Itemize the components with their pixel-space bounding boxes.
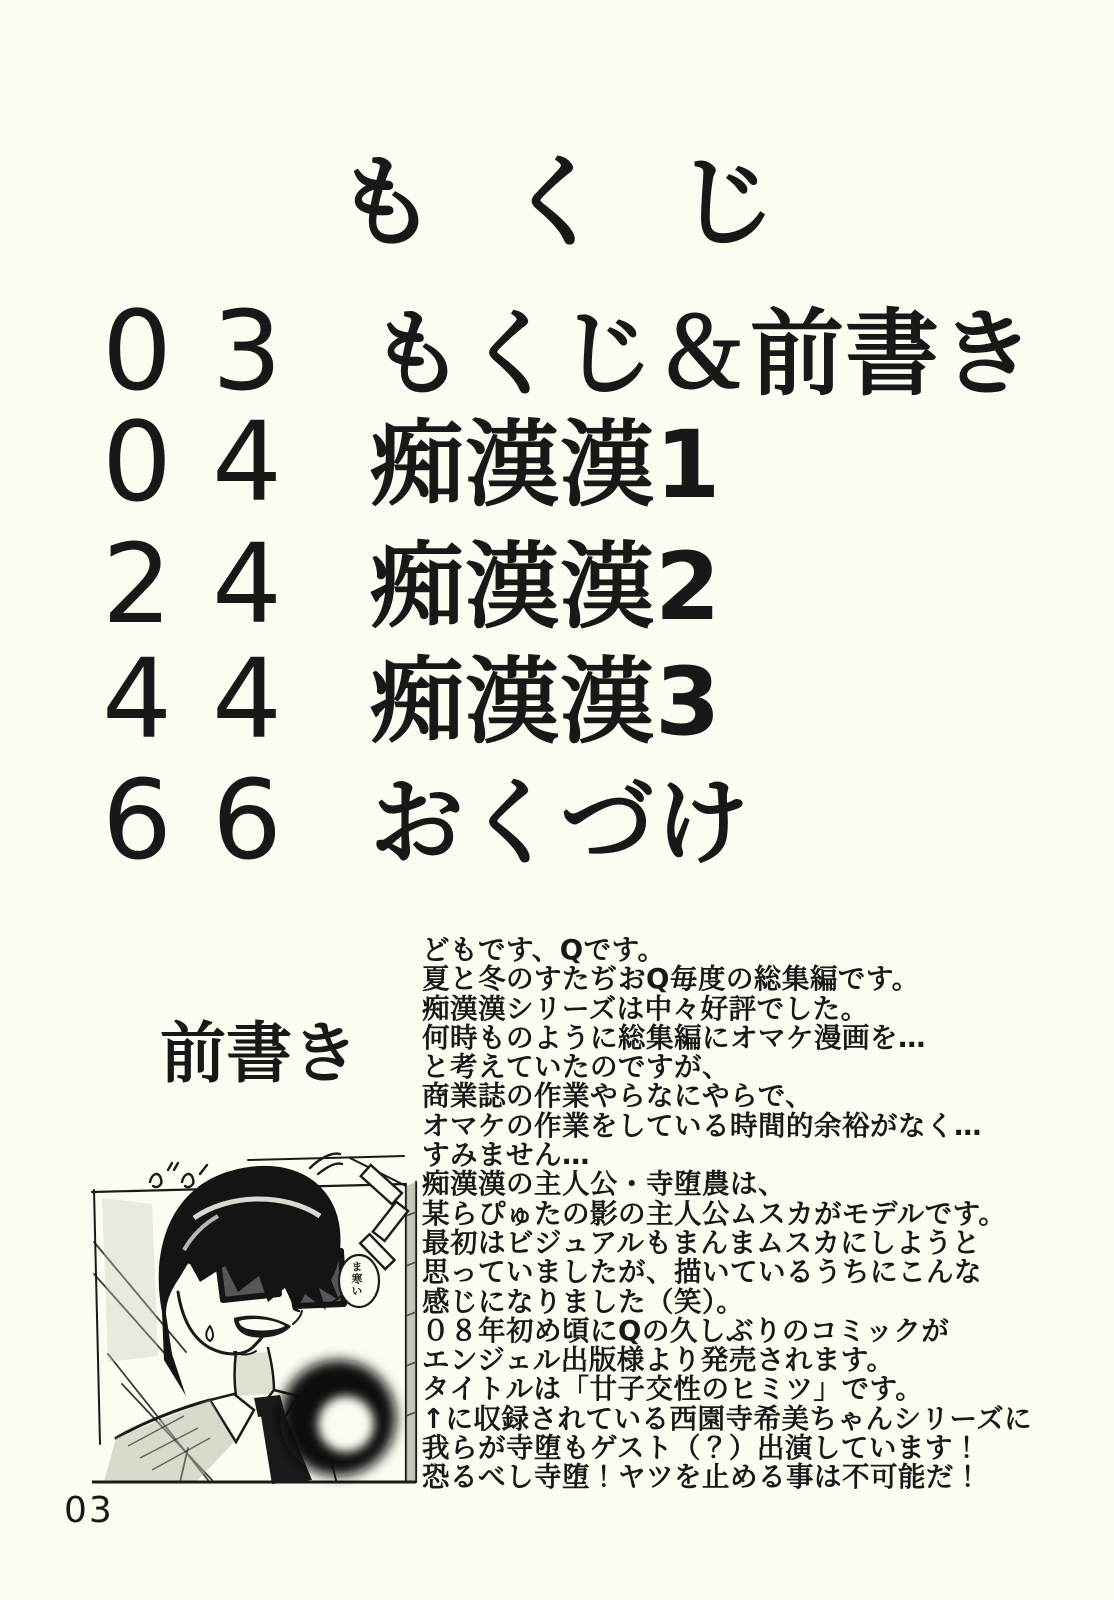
foreword-line: 商業誌の作業やらなにやらで、 <box>422 1080 814 1113</box>
foreword-text <box>422 936 1032 1493</box>
foreword-line: ０８年初め頃にQの久しぶりのコミックが <box>422 1314 950 1347</box>
foreword-line: 痴漢漢シリーズは中々好評でした。 <box>422 992 869 1025</box>
foreword-line: 某らぴゅたの影の主人公ムスカがモデルです。 <box>422 1197 1007 1230</box>
toc-entry <box>102 635 722 763</box>
toc-entry-title: 痴漢漢1 <box>370 411 722 521</box>
foreword-line: 我らが寺堕もゲスト（？）出演しています！ <box>422 1432 981 1465</box>
foreword-line: 何時ものように総集編にオマケ漫画を… <box>422 1021 926 1054</box>
toc-entry <box>102 398 722 526</box>
toc-entry-title: 痴漢漢3 <box>370 648 722 758</box>
foreword-line: エンジェル出版様より発売されます。 <box>422 1344 895 1377</box>
page-title: もくじ <box>336 144 846 261</box>
toc-entry-page-number: 03 <box>102 287 322 415</box>
foreword-line: すみません… <box>422 1139 590 1172</box>
foreword-line: 痴漢漢の主人公・寺堕農は、 <box>422 1168 786 1201</box>
toc-entry-page-number: 66 <box>102 756 322 884</box>
toc-entry-title: 痴漢漢2 <box>370 533 722 643</box>
toc-entry-page-number: 24 <box>102 520 322 648</box>
toc-entry-page-number: 04 <box>102 398 322 526</box>
foreword-line: 最初はビジュアルもまんまムスカにしようと <box>422 1226 981 1259</box>
toc-entry <box>102 520 722 648</box>
foreword-line: と考えていたのですが、 <box>422 1051 730 1084</box>
toc-entry-title: おくづけ <box>370 769 751 879</box>
toc-entry-page-number: 44 <box>102 635 322 763</box>
foreword-line: 恐るべし寺堕！ヤツを止める事は不可能だ！ <box>422 1461 982 1494</box>
foreword-line: 感じになりました（笑）。 <box>422 1285 745 1318</box>
foreword-line: どもです、Qです。 <box>422 934 666 966</box>
foreword-line: 思っていましたが、描いているうちにこんな <box>422 1256 982 1289</box>
toc-entry <box>102 756 751 884</box>
manga-panel <box>88 1146 420 1488</box>
foreword-heading: 前書き <box>160 1015 358 1092</box>
manga-illustration <box>88 1146 420 1488</box>
page-number: 03 <box>64 1490 114 1531</box>
toc-entry <box>102 287 1036 415</box>
foreword-line: タイトルは「廿子交性のヒミツ」です。 <box>422 1373 924 1406</box>
speech-bubble-text: ま寒い <box>350 1261 363 1297</box>
foreword-line: ↑に収録されている西園寺希美ちゃんシリーズに <box>422 1402 1033 1435</box>
foreword-line: オマケの作業をしている時間的余裕がなく… <box>422 1109 982 1142</box>
foreword-line: 夏と冬のすたぢおQ毎度の総集編です。 <box>422 963 920 996</box>
toc-entry-title: もくじ＆前書き <box>370 300 1036 410</box>
